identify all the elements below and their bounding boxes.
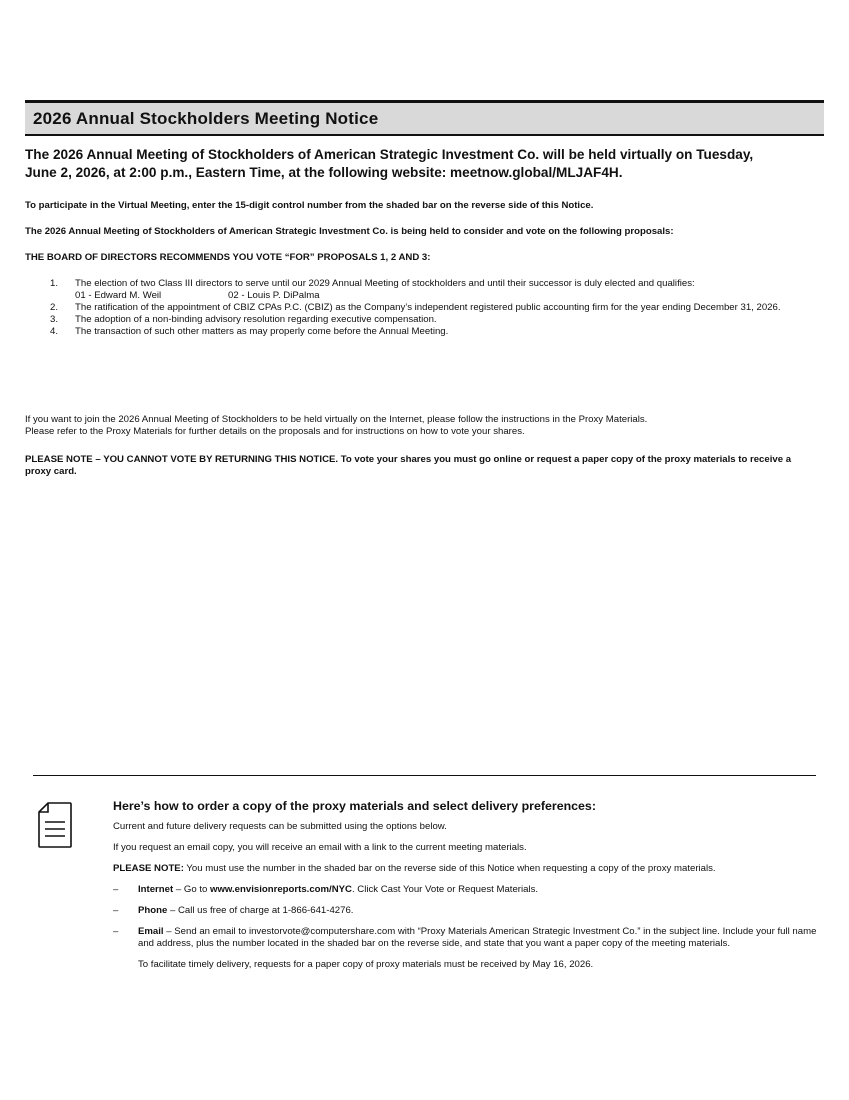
meeting-purpose: The 2026 Annual Meeting of Stockholders of American Strategic Investment Co. is being held to consider and vote on the following proposals: [25,226,674,237]
option-email [113,926,825,950]
join-instructions-line-1: If you want to join the 2026 Annual Meeting of Stockholders to be held virtually on the Internet, please follow the instructions in the Proxy Materials. [25,414,648,425]
email-label: Email [138,926,164,937]
join-instructions [25,414,825,438]
proposal-item [50,278,830,302]
proposals-list [50,278,830,338]
phone-text: – Call us free of charge at 1-866-641-4276. [167,905,354,916]
document-icon [38,802,72,848]
notice-title: 2026 Annual Stockholders Meeting Notice [33,109,379,128]
dash-bullet: – [113,884,119,895]
internet-post-text: . Click Cast Your Vote or Request Materials. [351,884,539,895]
delivery-requests-text: Current and future delivery requests can be submitted using the options below. [113,821,447,832]
phone-label: Phone [138,905,168,916]
nominees-row [75,290,830,302]
cannot-vote-notice: PLEASE NOTE – YOU CANNOT VOTE BY RETURNING THIS NOTICE. To vote your shares you must go online or request a paper copy of the proxy materials to receive a proxy card. [25,454,792,477]
proposal-text: The election of two Class III directors to serve until our 2029 Annual Meeting of stockholders and until their successor is duly elected and qualifies: [75,278,695,289]
proposal-text: The ratification of the appointment of CBIZ CPAs P.C. (CBIZ) as the Company’s independent registered public accounting firm for the year ending December 31, 2026. [75,302,781,313]
nominee: 02 - Louis P. DiPalma [228,290,320,301]
proposal-item [50,302,830,314]
order-materials-section [113,800,825,980]
email-copy-text: If you request an email copy, you will receive an email with a link to the current meeting materials. [113,842,527,853]
meeting-announcement [25,146,815,182]
order-note-label: PLEASE NOTE: [113,863,184,874]
proposal-number: 3. [50,314,59,325]
internet-label: Internet [138,884,174,895]
dash-bullet: – [113,905,119,916]
notice-header-bar [25,100,824,136]
deadline-text: To facilitate timely delivery, requests for a paper copy of proxy materials must be received by May 16, 2026. [138,959,594,970]
section-divider [33,775,816,776]
option-internet [113,884,825,896]
join-instructions-line-2: Please refer to the Proxy Materials for further details on the proposals and for instructions on how to vote your shares. [25,426,525,437]
order-note [113,863,825,875]
meeting-announcement-line-2: June 2, 2026, at 2:00 p.m., Eastern Time, at the following website: meetnow.global/MLJAF4H. [25,165,623,180]
option-phone [113,905,825,917]
proposal-item [50,314,830,326]
email-text: – Send an email to investorvote@computershare.com with “Proxy Materials American Strategic Investment Co.” in the subject line. Include your full name and address, plus the number located in the shaded bar on the reverse side, and state that you want a paper copy of the meeting materials. [138,926,817,949]
proposal-item [50,326,830,338]
board-recommendation: THE BOARD OF DIRECTORS RECOMMENDS YOU VOTE “FOR” PROPOSALS 1, 2 AND 3: [25,252,431,263]
proposal-number: 1. [50,278,59,289]
participate-instructions: To participate in the Virtual Meeting, enter the 15-digit control number from the shaded bar on the reverse side of this Notice. [25,200,594,211]
proposal-number: 4. [50,326,59,337]
order-note-text: You must use the number in the shaded bar on the reverse side of this Notice when requesting a copy of the proxy materials. [183,863,716,874]
internet-url-link[interactable]: www.envisionreports.com/NYC [209,884,352,895]
proposal-text: The adoption of a non-binding advisory resolution regarding executive compensation. [75,314,437,325]
internet-pre-text: – Go to [173,884,210,895]
meeting-announcement-line-1: The 2026 Annual Meeting of Stockholders of American Strategic Investment Co. will be held virtually on Tuesday, [25,147,754,162]
proposal-number: 2. [50,302,59,313]
dash-bullet: – [113,926,119,937]
order-title: Here’s how to order a copy of the proxy materials and select delivery preferences: [113,799,596,813]
nominee: 01 - Edward M. Weil [75,290,162,301]
proposal-text: The transaction of such other matters as may properly come before the Annual Meeting. [75,326,449,337]
